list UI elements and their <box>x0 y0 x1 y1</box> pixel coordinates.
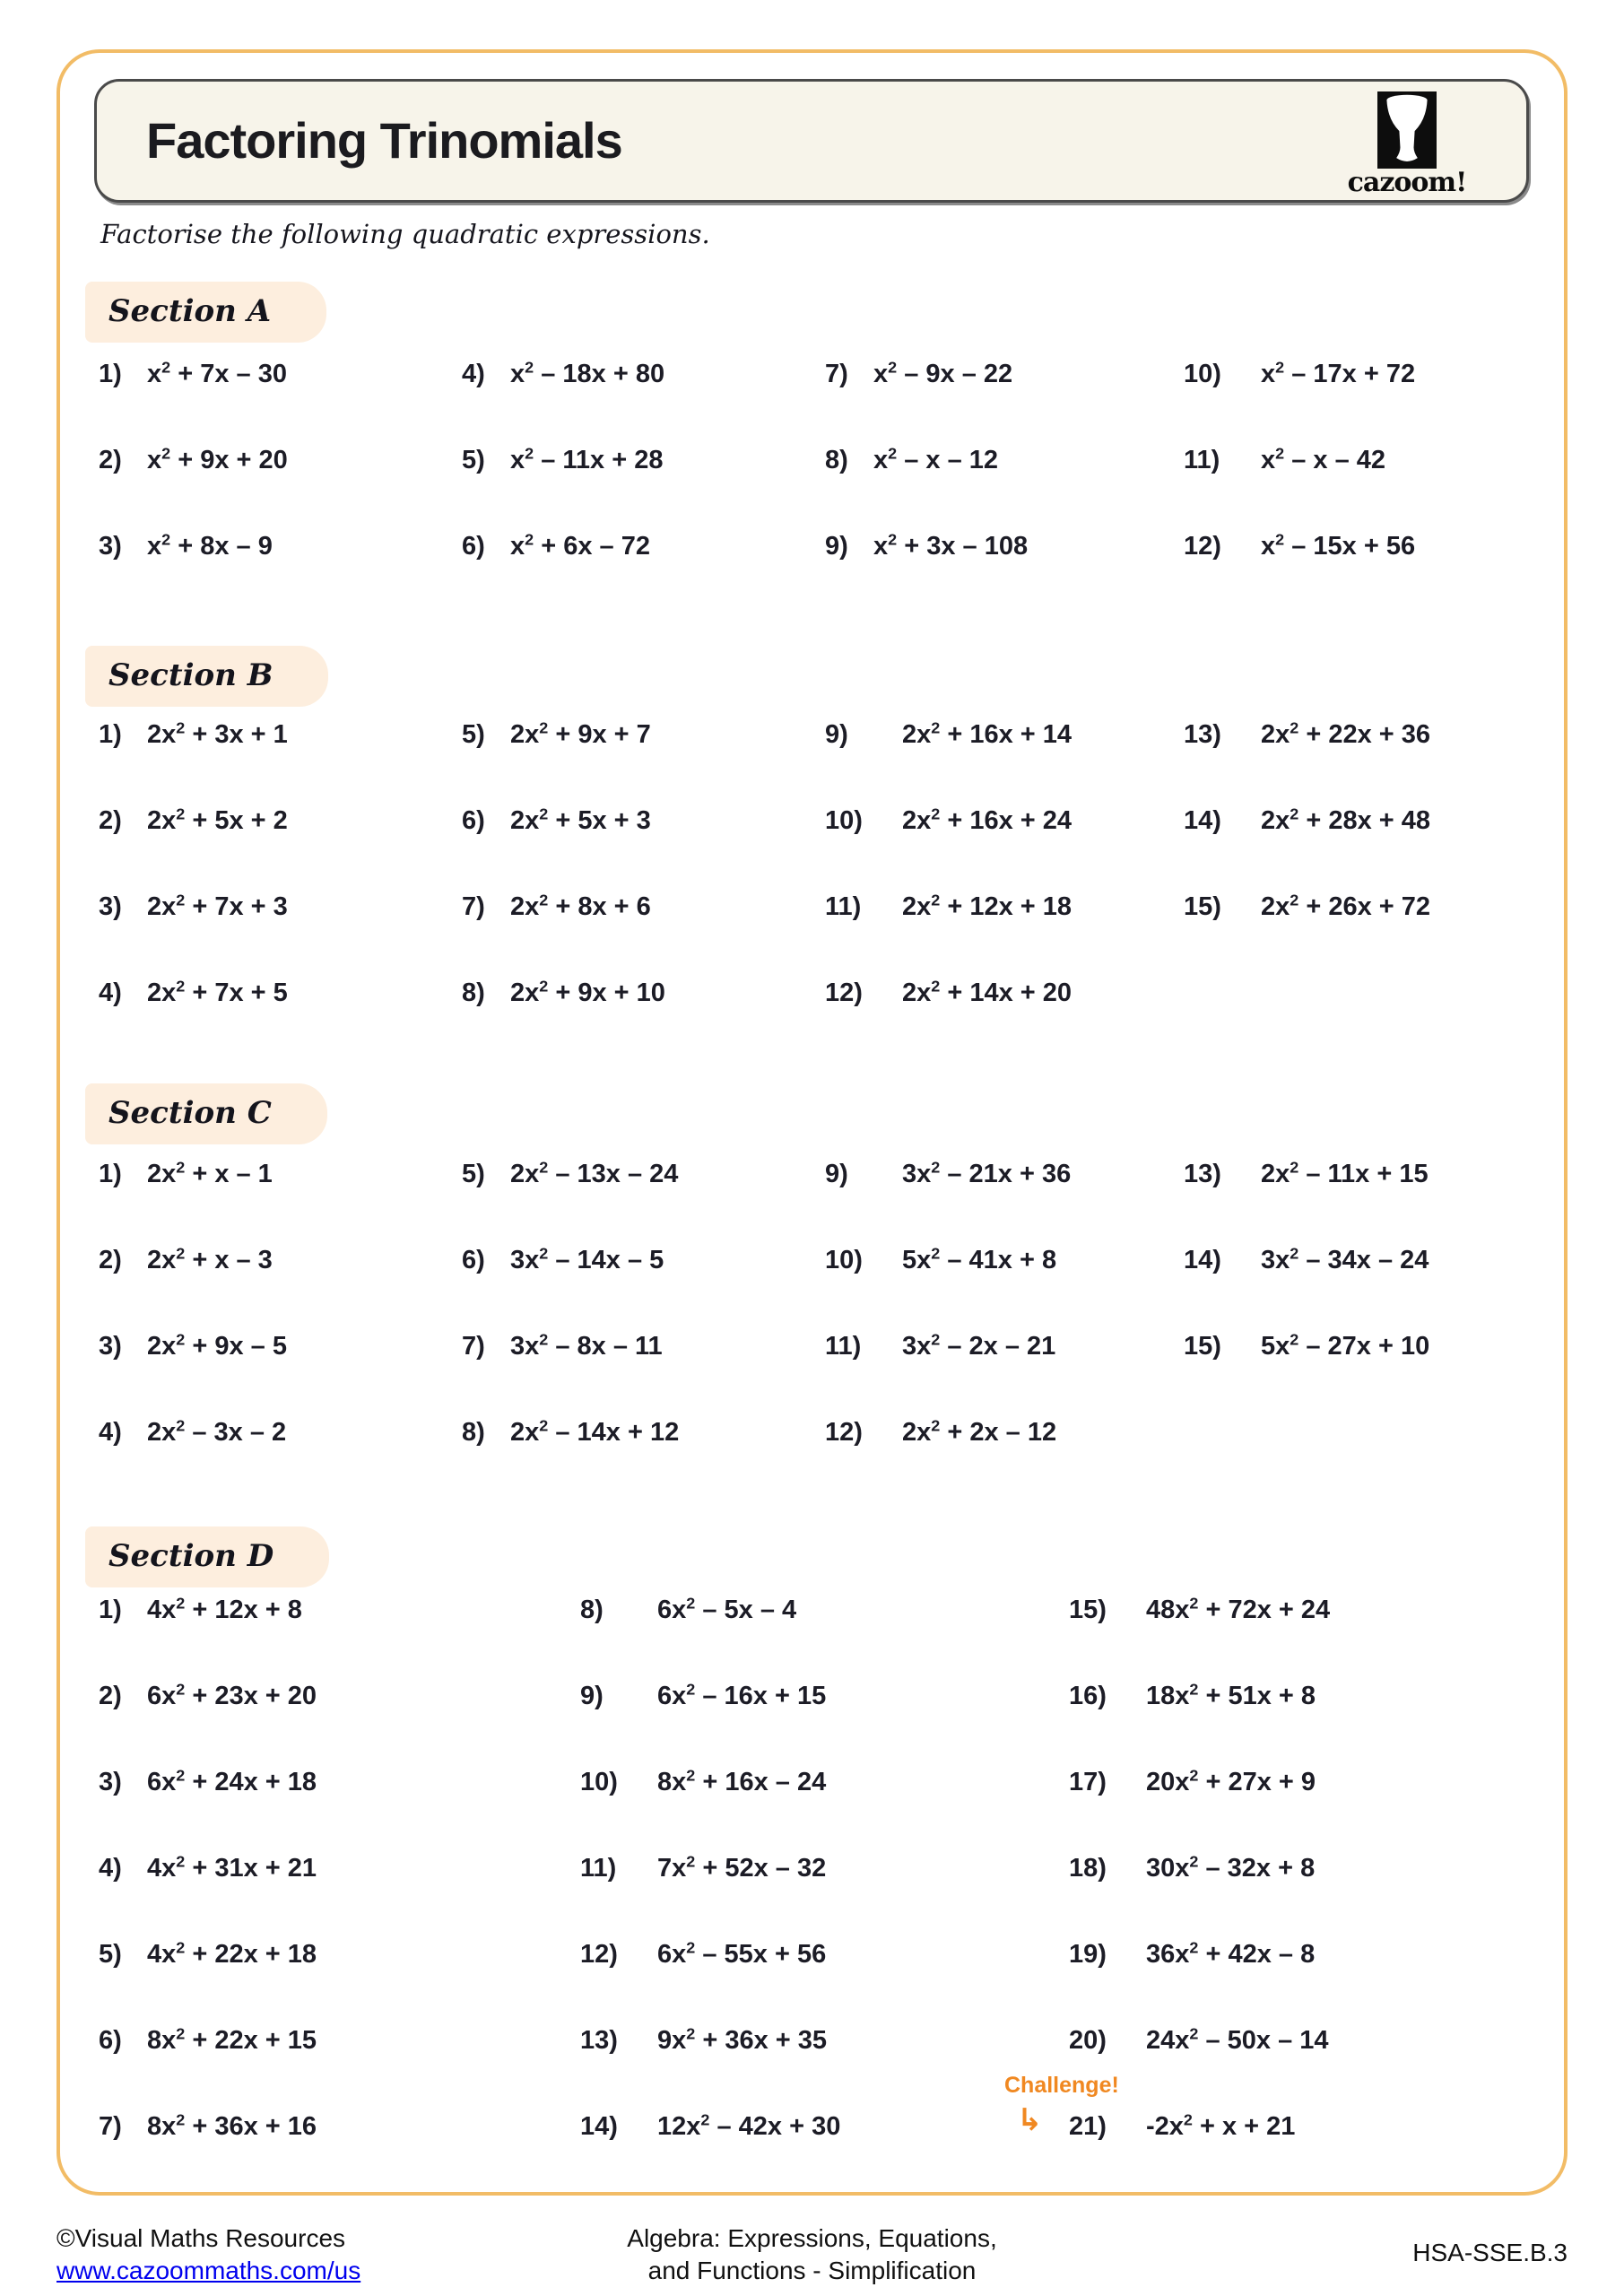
problem-expression: $2x^2 + 9x + 7$ <box>510 718 651 749</box>
problem-number: 3) <box>99 891 122 921</box>
problem-item <box>1184 884 1431 921</box>
problem-number: 6) <box>99 2025 122 2055</box>
problem-item <box>99 1410 462 1447</box>
problem-expression: $4x^2 + 12x + 8$ <box>147 1594 302 1624</box>
problem-column <box>1184 352 1415 610</box>
problem-expression: $2x^2 + 5x + 2$ <box>147 804 288 835</box>
problem-item <box>825 524 1184 561</box>
problem-expression: $2x^2 + 28x + 48$ <box>1261 804 1431 835</box>
problem-item <box>99 1674 580 1710</box>
problem-item <box>1184 352 1416 388</box>
problem-expression: $36x^2 + 42x - 8$ <box>1146 1938 1316 1969</box>
problem-expression: $2x^2 + 12x + 18$ <box>902 891 1073 921</box>
problem-number: 20) <box>1069 2025 1107 2055</box>
problem-expression: $30x^2 - 32x + 8$ <box>1146 1852 1316 1883</box>
problem-number: 14) <box>580 2111 618 2141</box>
problem-item <box>825 1324 1184 1361</box>
problem-item <box>462 970 825 1007</box>
problem-expression: $24x^2 - 50x - 14$ <box>1146 2024 1329 2055</box>
section-c-header: Section C <box>85 1083 327 1144</box>
problem-number: 5) <box>99 1939 122 1969</box>
problem-column <box>1184 712 1430 1057</box>
section-d-problems <box>99 1587 1557 2190</box>
problem-number: 9) <box>825 719 848 749</box>
problem-column <box>99 1152 462 1496</box>
problem-item <box>99 712 462 749</box>
cazoom-logo <box>1340 91 1474 198</box>
problem-expression: $-2x^2 + x + 21$ <box>1146 2110 1296 2141</box>
problem-expression: $2x^2 + 14x + 20$ <box>902 977 1073 1007</box>
section-d-header: Section D <box>85 1526 329 1587</box>
problem-item <box>99 1152 462 1188</box>
standard-code: HSA-SSE.B.3 <box>1412 2239 1568 2266</box>
problem-number: 6) <box>462 531 485 561</box>
problem-expression: $x^2 - 9x - 22$ <box>873 358 1013 388</box>
title-banner <box>94 79 1529 203</box>
problem-item <box>825 1238 1184 1274</box>
problem-number: 5) <box>462 1159 485 1188</box>
problem-item <box>99 1760 580 1796</box>
problem-item <box>462 352 825 388</box>
problem-expression: $2x^2 + 3x + 1$ <box>147 718 288 749</box>
problem-expression: $x^2 + 7x - 30$ <box>147 358 287 388</box>
problem-number: 8) <box>462 978 485 1007</box>
problem-column <box>99 1587 580 2190</box>
problem-number: 8) <box>462 1417 485 1447</box>
problem-expression: $3x^2 - 21x + 36$ <box>902 1158 1072 1188</box>
problem-number: 4) <box>99 1417 122 1447</box>
section-c-problems <box>99 1152 1557 1496</box>
problem-number: 11) <box>825 891 862 921</box>
problem-number: 9) <box>825 1159 848 1188</box>
problem-expression: $2x^2 - 14x + 12$ <box>510 1416 680 1447</box>
problem-item <box>99 2018 580 2055</box>
problem-expression: $x^2 - 18x + 80$ <box>510 358 665 388</box>
problem-item <box>462 1324 825 1361</box>
problem-number: 10) <box>580 1767 618 1796</box>
problem-number: 3) <box>99 531 122 561</box>
problem-item <box>99 1932 580 1969</box>
problem-number: 4) <box>99 1853 122 1883</box>
problem-number: 15) <box>1069 1595 1107 1624</box>
problem-number: 10) <box>825 1245 863 1274</box>
problem-number: 5) <box>462 445 485 474</box>
problem-expression: $x^2$ – x – 12 <box>873 444 999 474</box>
problem-item <box>99 970 462 1007</box>
problem-number: 9) <box>825 531 848 561</box>
problem-expression: $4x^2 + 31x + 21$ <box>147 1852 317 1883</box>
problem-column <box>99 352 462 610</box>
problem-item <box>580 1674 1069 1710</box>
copyright-text: ©Visual Maths Resources <box>56 2224 346 2252</box>
problem-number: 12) <box>825 978 863 1007</box>
problem-expression: $2x^2 + 9x - 5$ <box>147 1330 287 1361</box>
problem-item <box>462 1152 825 1188</box>
problem-column <box>462 1152 825 1496</box>
problem-number: 9) <box>580 1681 604 1710</box>
problem-expression: $2x^2 + 26x + 72$ <box>1261 891 1431 921</box>
problem-expression: $3x^2 - 14x - 5$ <box>510 1244 664 1274</box>
problem-item <box>462 438 825 474</box>
problem-number: 3) <box>99 1767 122 1796</box>
problem-expression: $48x^2 + 72x + 24$ <box>1146 1594 1331 1624</box>
problem-expression: $2x^2 + 9x + 10$ <box>510 977 665 1007</box>
problem-number: 2) <box>99 445 122 474</box>
problem-number: 13) <box>1184 1159 1221 1188</box>
problem-item <box>1184 1152 1429 1188</box>
problem-number: 12) <box>825 1417 863 1447</box>
problem-item <box>825 884 1184 921</box>
problem-number: 1) <box>99 1159 122 1188</box>
problem-expression: $5x^2 - 41x + 8$ <box>902 1244 1057 1274</box>
section-a-problems <box>99 352 1557 610</box>
problem-expression: $20x^2 + 27x + 9$ <box>1146 1766 1316 1796</box>
problem-number: 11) <box>1184 445 1220 474</box>
djembe-drum-icon <box>1377 91 1437 169</box>
problem-expression: $2x^2 + x - 3$ <box>147 1244 273 1274</box>
problem-expression: $3x^2 - 2x - 21$ <box>902 1330 1056 1361</box>
problem-number: 8) <box>580 1595 604 1624</box>
problem-item <box>99 2104 580 2141</box>
problem-item <box>99 524 462 561</box>
problem-expression: $7x^2 + 52x - 32$ <box>657 1852 827 1883</box>
problem-item <box>462 1410 825 1447</box>
problem-item <box>99 1587 580 1624</box>
problem-item <box>825 798 1184 835</box>
problem-number: 21) <box>1069 2111 1107 2141</box>
problem-number: 15) <box>1184 891 1221 921</box>
problem-expression: $8x^2 + 36x + 16$ <box>147 2110 317 2141</box>
problem-expression: $6x^2 - 5x - 4$ <box>657 1594 797 1624</box>
problem-item <box>1069 1587 1331 1624</box>
problem-item <box>99 1238 462 1274</box>
problem-column <box>580 1587 1069 2190</box>
problem-item <box>99 1324 462 1361</box>
problem-expression: $5x^2 - 27x + 10$ <box>1261 1330 1430 1361</box>
topic-line-2: and Functions - Simplification <box>647 2257 977 2284</box>
problem-number: 7) <box>462 891 485 921</box>
problem-item <box>825 1410 1184 1447</box>
challenge-label: Challenge! <box>1004 2073 1119 2098</box>
problem-expression: $2x^2 - 13x - 24$ <box>510 1158 679 1188</box>
problem-number: 12) <box>580 1939 618 1969</box>
problem-item <box>462 884 825 921</box>
challenge-arrow-icon: ↳ <box>1017 2102 1043 2138</box>
problem-number: 2) <box>99 1245 122 1274</box>
problem-item <box>99 352 462 388</box>
problem-item <box>462 798 825 835</box>
problem-number: 8) <box>825 445 848 474</box>
problem-expression: $x^2$ – x – 42 <box>1261 444 1386 474</box>
problem-expression: $3x^2 - 34x - 24$ <box>1261 1244 1429 1274</box>
problem-number: 3) <box>99 1331 122 1361</box>
problem-item <box>1184 438 1415 474</box>
problem-item <box>1004 2073 1330 2141</box>
problem-number: 17) <box>1069 1767 1107 1796</box>
problem-column <box>825 352 1184 610</box>
problem-item <box>1184 524 1416 561</box>
problem-number: 13) <box>580 2025 618 2055</box>
problem-expression: $6x^2 - 55x + 56$ <box>657 1938 827 1969</box>
problem-number: 18) <box>1069 1853 1107 1883</box>
problem-number: 11) <box>580 1853 617 1883</box>
problem-item <box>580 2018 1069 2055</box>
problem-item <box>462 712 825 749</box>
problem-number: 6) <box>462 805 485 835</box>
problem-number: 15) <box>1184 1331 1221 1361</box>
problem-number: 6) <box>462 1245 485 1274</box>
section-a-header: Section A <box>85 282 326 343</box>
problem-expression: $6x^2 + 24x + 18$ <box>147 1766 317 1796</box>
topic-line-1: Algebra: Expressions, Equations, <box>627 2224 997 2252</box>
problem-expression: $x^2 + 9x + 20$ <box>147 444 288 474</box>
problem-item <box>99 1846 580 1883</box>
problem-number: 14) <box>1184 805 1221 835</box>
problem-number: 4) <box>99 978 122 1007</box>
problem-item <box>1069 1674 1330 1710</box>
website-link[interactable]: www.cazoommaths.com/us <box>56 2257 361 2284</box>
problem-expression: $2x^2 + 7x + 5$ <box>147 977 288 1007</box>
problem-item <box>1184 712 1431 749</box>
problem-expression: $x^2 + 8x - 9$ <box>147 530 273 561</box>
problem-item <box>462 524 825 561</box>
problem-item <box>825 712 1184 749</box>
problem-number: 2) <box>99 805 122 835</box>
problem-expression: $8x^2 + 22x + 15$ <box>147 2024 317 2055</box>
problem-item <box>825 970 1184 1007</box>
problem-expression: $2x^2 + 2x - 12$ <box>902 1416 1057 1447</box>
problem-expression: $2x^2 - 3x - 2$ <box>147 1416 287 1447</box>
problem-expression: $x^2 + 3x - 108$ <box>873 530 1029 561</box>
problem-number: 7) <box>99 2111 122 2141</box>
problem-item <box>1069 2018 1330 2055</box>
problem-expression: $2x^2 - 11x + 15$ <box>1261 1158 1429 1188</box>
problem-number: 1) <box>99 1595 122 1624</box>
problem-item <box>580 1846 1069 1883</box>
problem-expression: $x^2 - 17x + 72$ <box>1261 358 1416 388</box>
problem-number: 1) <box>99 719 122 749</box>
problem-item <box>1069 1846 1330 1883</box>
problem-column <box>825 712 1184 1057</box>
problem-number: 7) <box>462 1331 485 1361</box>
problem-item <box>580 2102 1069 2141</box>
footer <box>56 2222 1568 2294</box>
problem-expression: $12x^2 - 42x + 30$ <box>657 2110 841 2141</box>
problem-number: 19) <box>1069 1939 1107 1969</box>
problem-expression: $2x^2 + x - 1$ <box>147 1158 273 1188</box>
problem-item <box>825 438 1184 474</box>
problem-expression: $2x^2 + 8x + 6$ <box>510 891 651 921</box>
problem-expression: $3x^2 - 8x - 11$ <box>510 1330 663 1361</box>
problem-item <box>99 438 462 474</box>
problem-item <box>1069 1932 1330 1969</box>
problem-item <box>580 1760 1069 1796</box>
problem-number: 11) <box>825 1331 862 1361</box>
problem-number: 13) <box>1184 719 1221 749</box>
problem-item <box>1184 1324 1430 1361</box>
problem-expression: $6x^2 + 23x + 20$ <box>147 1680 317 1710</box>
problem-expression: $2x^2 + 16x + 24$ <box>902 804 1073 835</box>
problem-number: 5) <box>462 719 485 749</box>
problem-item <box>580 1587 1069 1624</box>
problem-item <box>580 1932 1069 1969</box>
problem-expression: $2x^2 + 7x + 3$ <box>147 891 288 921</box>
problem-item <box>825 1152 1184 1188</box>
problem-expression: $x^2 - 11x + 28$ <box>510 444 664 474</box>
problem-expression: $x^2 - 15x + 56$ <box>1261 530 1416 561</box>
problem-number: 4) <box>462 359 485 388</box>
problem-number: 12) <box>1184 531 1221 561</box>
problem-item <box>99 798 462 835</box>
problem-column <box>462 712 825 1057</box>
problem-item <box>1184 798 1431 835</box>
problem-expression: $x^2 + 6x - 72$ <box>510 530 650 561</box>
problem-item <box>825 352 1184 388</box>
problem-number: 14) <box>1184 1245 1221 1274</box>
instruction-text: Factorise the following quadratic expressions. <box>100 219 710 249</box>
problem-expression: $6x^2 - 16x + 15$ <box>657 1680 827 1710</box>
problem-number: 10) <box>825 805 863 835</box>
logo-wordmark: cazoom! <box>1347 167 1467 198</box>
problem-expression: $9x^2 + 36x + 35$ <box>657 2024 828 2055</box>
problem-column <box>462 352 825 610</box>
problem-number: 7) <box>825 359 848 388</box>
problem-expression: $2x^2 + 22x + 36$ <box>1261 718 1431 749</box>
section-b-problems <box>99 712 1557 1057</box>
problem-item <box>1069 1760 1330 1796</box>
problem-item <box>1184 1238 1429 1274</box>
problem-number: 16) <box>1069 1681 1107 1710</box>
problem-expression: $4x^2 + 22x + 18$ <box>147 1938 317 1969</box>
problem-expression: $2x^2 + 5x + 3$ <box>510 804 651 835</box>
problem-column <box>1004 1587 1331 2190</box>
problem-item <box>462 1238 825 1274</box>
problem-column <box>825 1152 1184 1496</box>
footer-center <box>56 2222 1568 2287</box>
section-b-header: Section B <box>85 646 328 707</box>
problem-expression: $18x^2 + 51x + 8$ <box>1146 1680 1316 1710</box>
problem-expression: $2x^2 + 16x + 14$ <box>902 718 1073 749</box>
problem-number: 10) <box>1184 359 1221 388</box>
problem-number: 1) <box>99 359 122 388</box>
page-title: Factoring Trinomials <box>146 112 622 169</box>
problem-column <box>99 712 462 1057</box>
problem-expression: $8x^2 + 16x - 24$ <box>657 1766 827 1796</box>
problem-column <box>1184 1152 1429 1496</box>
problem-number: 2) <box>99 1681 122 1710</box>
problem-item <box>99 884 462 921</box>
